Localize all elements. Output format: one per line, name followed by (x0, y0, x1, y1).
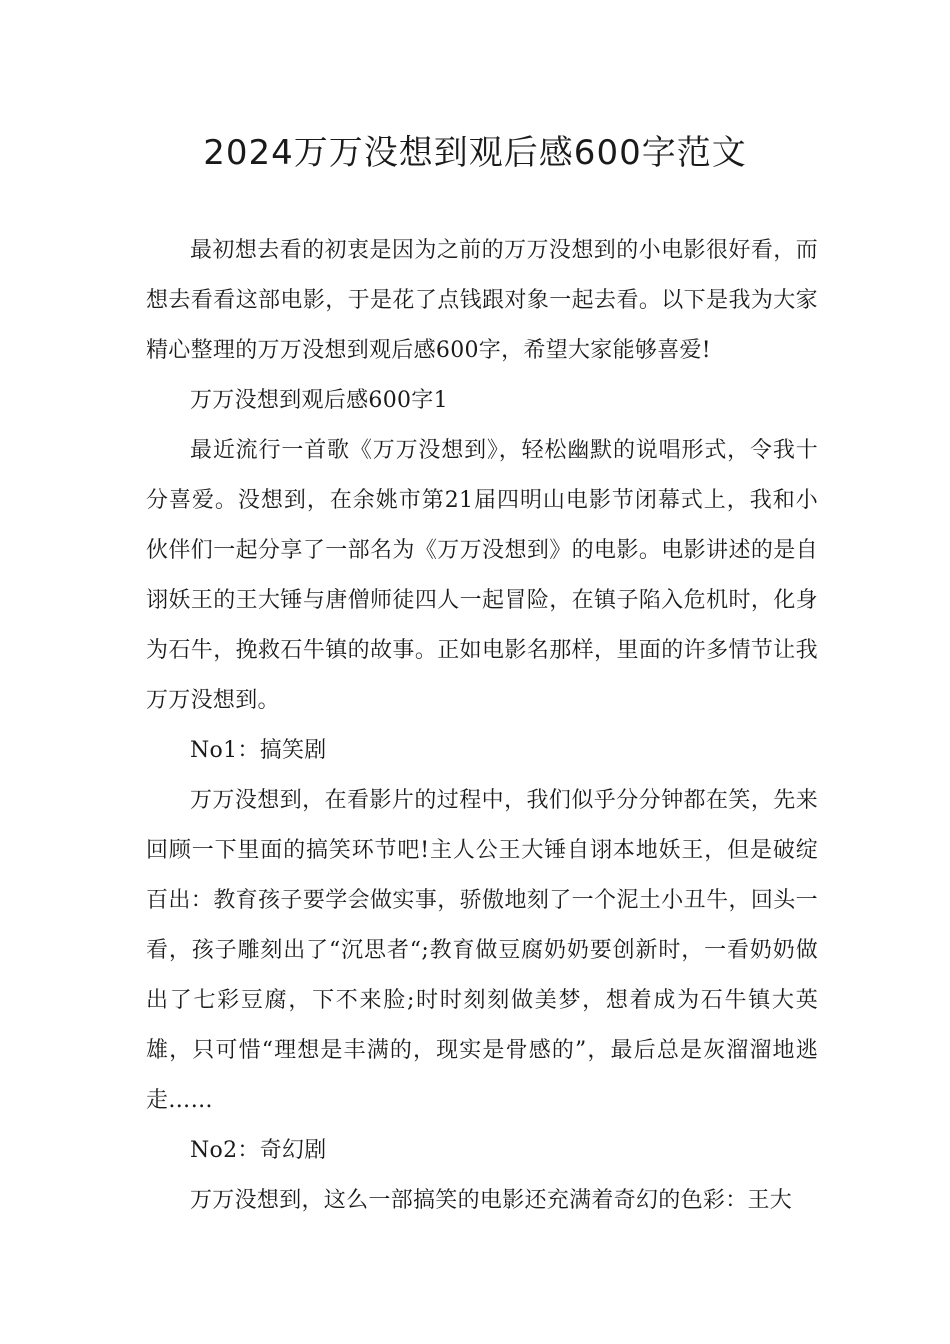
paragraph-intro: 最初想去看的初衷是因为之前的万万没想到的小电影很好看，而想去看看这部电影，于是花了点钱跟对象一起去看。以下是我为大家精心整理的万万没想到观后感600字，希望大家能够喜爱! (146, 238, 818, 363)
paragraph-essay-1: 最近流行一首歌《万万没想到》，轻松幽默的说唱形式，令我十分喜爱。没想到，在余姚市第21届四明山电影节闭幕式上，我和小伙伴们一起分享了一部名为《万万没想到》的电影。电影讲述的是自诩妖王的王大锤与唐僧师徒四人一起冒险，在镇子陷入危机时，化身为石牛，挽救石牛镇的故事。正如电影名那样，里面的许多情节让我万万没想到。 (146, 438, 818, 713)
paragraph-comedy: 万万没想到，在看影片的过程中，我们似乎分分钟都在笑，先来回顾一下里面的搞笑环节吧!主人公王大锤自诩本地妖王，但是破绽百出：教育孩子要学会做实事，骄傲地刻了一个泥土小丑牛，回头一看，孩子雕刻出了“沉思者“;教育做豆腐奶奶要创新时，一看奶奶做出了七彩豆腐，下不来脸;时时刻刻做美梦，想着成为石牛镇大英雄，只可惜“理想是丰满的，现实是骨感的”，最后总是灰溜溜地逃走…… (146, 788, 818, 1113)
paragraph-fantasy: 万万没想到，这么一部搞笑的电影还充满着奇幻的色彩：王大 (190, 1188, 793, 1213)
document-title: 2024万万没想到观后感600字范文 (203, 133, 747, 173)
section-heading-1: 万万没想到观后感600字1 (190, 388, 448, 413)
subheading-no1: No1：搞笑剧 (190, 738, 327, 763)
document-body (146, 226, 818, 1226)
subheading-no2: No2：奇幻剧 (190, 1138, 327, 1163)
